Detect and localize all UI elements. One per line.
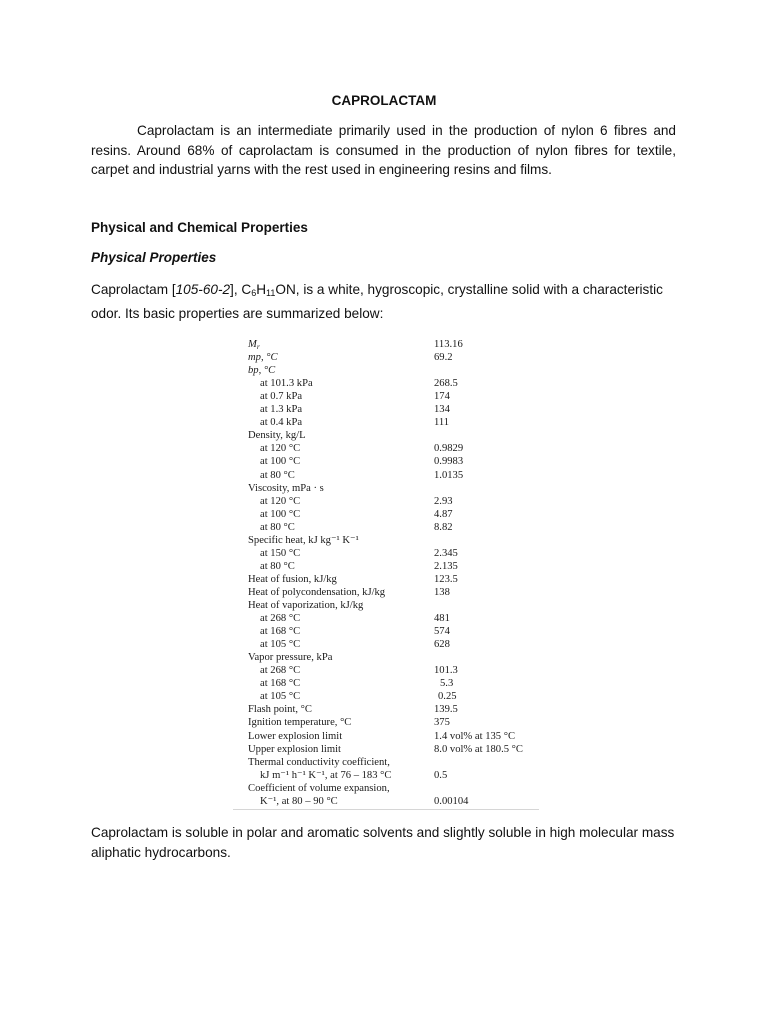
property-value: 574 (434, 626, 450, 638)
property-row (248, 573, 539, 586)
property-label: Upper explosion limit (248, 743, 341, 755)
property-label: at 80 °C (260, 521, 295, 533)
property-row (248, 547, 539, 560)
properties-intro-paragraph (91, 280, 671, 323)
property-row (248, 560, 539, 573)
property-label: at 101.3 kPa (260, 378, 313, 390)
property-label: Lower explosion limit (248, 730, 343, 742)
property-row (248, 377, 539, 390)
property-row (248, 703, 539, 716)
property-row (248, 769, 539, 782)
property-row (248, 612, 539, 625)
document-title: CAPROLACTAM (331, 93, 437, 108)
property-label: kJ m⁻¹ h⁻¹ K⁻¹, at 76 – 183 °C (260, 769, 392, 781)
property-label: Flash point, °C (248, 704, 312, 716)
property-row (248, 651, 539, 664)
subsection-heading: Physical Properties (91, 250, 217, 265)
property-label: Density, kg/L (248, 430, 306, 442)
property-value: 134 (434, 404, 450, 416)
property-label: at 268 °C (260, 613, 301, 625)
property-row (248, 364, 539, 377)
property-row (248, 599, 539, 612)
property-value: 111 (434, 417, 450, 429)
property-label: at 1.3 kPa (260, 404, 303, 416)
intro-text-3: H (256, 282, 267, 297)
property-row (248, 429, 539, 442)
table-bottom-rule (233, 809, 539, 810)
intro-paragraph: Caprolactam is an intermediate primarily used in the production of nylon 6 fibres and resins. Around 68% of caprolactam is consumed in the production of nylon fibres for textile, carpet and industrial yarns with the rest used in engineering resins and films. (91, 123, 676, 177)
property-row (248, 455, 539, 468)
formula-subscript-h: 11 (266, 288, 276, 298)
property-value: 8.82 (434, 521, 453, 533)
property-row (248, 782, 539, 795)
property-value: 123.5 (434, 573, 458, 585)
property-row (248, 521, 539, 534)
property-value: 2.135 (434, 560, 458, 572)
property-label: at 0.7 kPa (260, 391, 303, 403)
property-label: at 100 °C (260, 456, 301, 468)
property-row (248, 416, 539, 429)
intro-text-4: ON, is a white, hygroscopic, crystalline solid with a characteristic odor. Its basic properties are summarized below: (91, 282, 663, 321)
property-label: Thermal conductivity coefficient, (248, 756, 390, 768)
property-value: 69.2 (434, 352, 453, 364)
property-row (248, 469, 539, 482)
property-row (248, 716, 539, 729)
section-heading: Physical and Chemical Properties (91, 220, 308, 235)
property-row (248, 664, 539, 677)
property-value: 2.93 (434, 495, 453, 507)
property-label: at 168 °C (260, 626, 301, 638)
property-value: 1.0135 (434, 469, 464, 481)
property-label: at 0.4 kPa (260, 417, 303, 429)
intro-text-1: Caprolactam [ (91, 282, 176, 297)
property-value: 2.345 (434, 547, 458, 559)
property-label: Heat of fusion, kJ/kg (248, 573, 337, 585)
property-value: 4.87 (434, 508, 453, 520)
property-row (248, 442, 539, 455)
property-label: Viscosity, mPa · s (248, 482, 324, 494)
property-label: at 105 °C (260, 639, 301, 651)
property-label: Heat of vaporization, kJ/kg (248, 600, 364, 611)
property-value: 375 (434, 717, 450, 729)
property-label: at 120 °C (260, 443, 301, 455)
property-row (248, 795, 539, 808)
property-value: 0.9983 (434, 456, 464, 468)
property-value: 0.00104 (434, 795, 469, 807)
property-value: 0.25 (438, 691, 457, 703)
property-label: at 80 °C (260, 560, 295, 572)
property-row (248, 495, 539, 508)
property-value: 268.5 (434, 378, 458, 390)
property-label: Heat of polycondensation, kJ/kg (248, 586, 386, 598)
property-value: 628 (434, 639, 450, 651)
formula-subscript-c: 6 (251, 288, 257, 298)
property-value: 139.5 (434, 704, 458, 716)
property-label: at 168 °C (260, 678, 301, 690)
property-value: 101.3 (434, 665, 458, 677)
property-row (248, 743, 539, 756)
property-value: 1.4 vol% at 135 °C (434, 730, 516, 742)
property-row (248, 338, 539, 351)
property-row (248, 677, 539, 690)
property-label: mp, °C (248, 352, 278, 364)
property-row (248, 586, 539, 599)
property-row (248, 756, 539, 769)
property-value: 0.5 (434, 769, 448, 781)
property-label: Vapor pressure, kPa (248, 652, 333, 664)
cas-number: 105-60-2 (175, 282, 231, 297)
property-value: 8.0 vol% at 180.5 °C (434, 743, 523, 755)
property-row (248, 482, 539, 495)
properties-table (233, 338, 539, 810)
property-row (248, 625, 539, 638)
property-label: at 268 °C (260, 665, 301, 677)
property-label: Specific heat, kJ kg⁻¹ K⁻¹ (248, 534, 359, 546)
property-row (248, 638, 539, 651)
property-row (248, 403, 539, 416)
property-row (248, 730, 539, 743)
property-row (248, 508, 539, 521)
property-label: at 120 °C (260, 495, 301, 507)
intro-text-2: ], C (230, 282, 252, 297)
property-value: 113.16 (434, 339, 463, 350)
property-row (248, 534, 539, 547)
property-label: Coefficient of volume expansion, (248, 782, 390, 794)
property-label: at 150 °C (260, 547, 301, 559)
solubility-paragraph: Caprolactam is soluble in polar and aromatic solvents and slightly soluble in high molecular mass aliphatic hydrocarbons. (91, 825, 675, 860)
property-value: 0.9829 (434, 443, 464, 455)
property-value: 174 (434, 391, 450, 403)
property-label: at 80 °C (260, 469, 295, 481)
property-row (248, 690, 539, 703)
property-row (248, 351, 539, 364)
property-value: 138 (434, 586, 450, 598)
property-value: 481 (434, 613, 450, 625)
property-row (248, 390, 539, 403)
property-label: at 100 °C (260, 508, 301, 520)
property-value: 5.3 (440, 678, 454, 690)
property-label: K⁻¹, at 80 – 90 °C (260, 795, 338, 807)
property-label: bp, °C (248, 365, 276, 377)
property-label-subscript: r (256, 342, 260, 351)
property-label: Ignition temperature, °C (248, 717, 352, 729)
property-label: Mr (248, 339, 260, 351)
property-label: at 105 °C (260, 691, 301, 703)
